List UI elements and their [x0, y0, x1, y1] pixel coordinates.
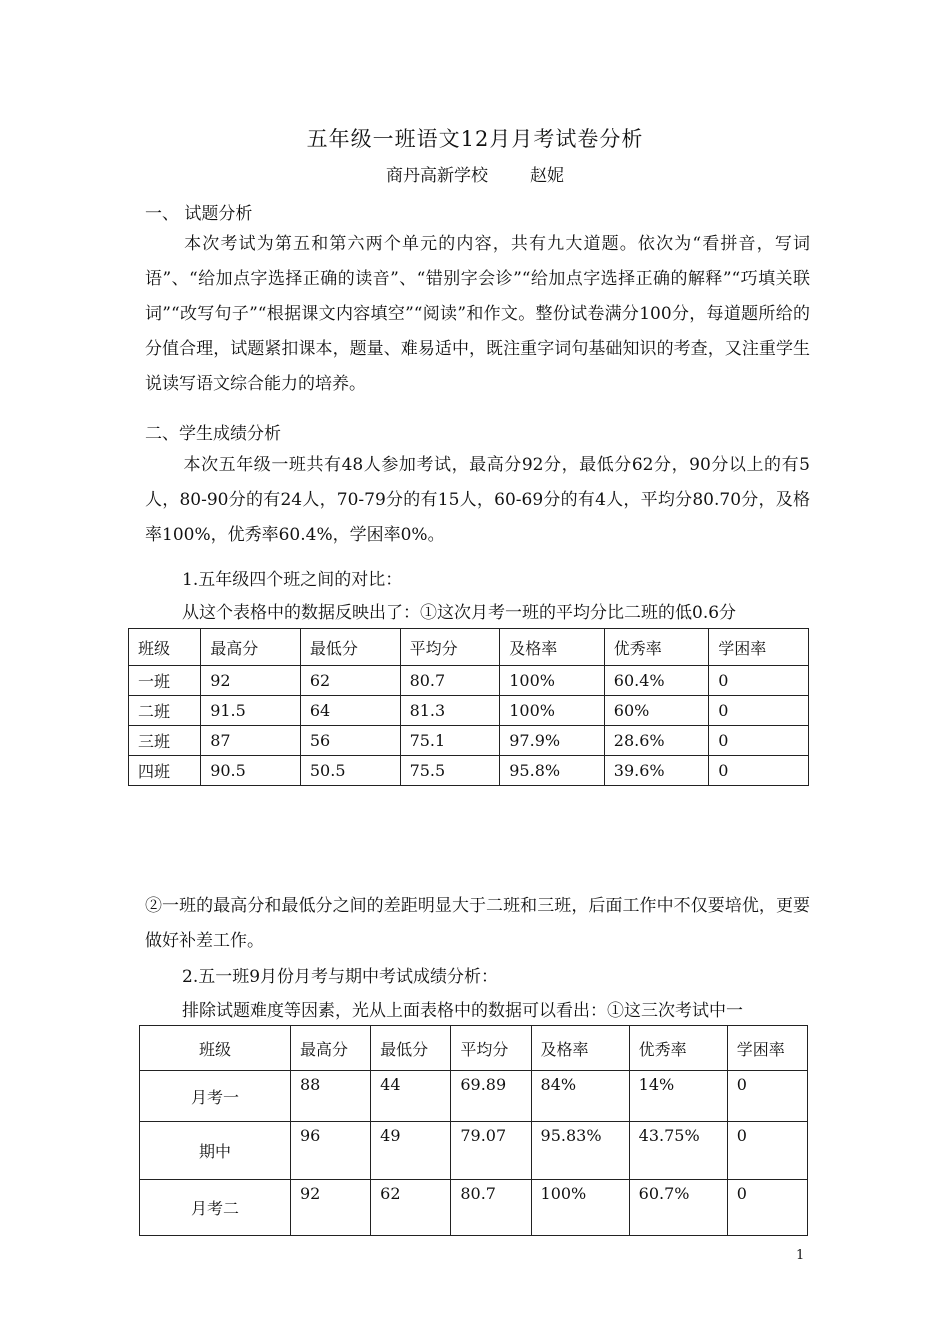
author-name: 赵妮 — [530, 166, 564, 186]
table-row — [129, 726, 809, 756]
page-number: 1 — [796, 1248, 805, 1263]
subsection2-line: 排除试题难度等因素，光从上面表格中的数据可以看出：①这三次考试中一 — [182, 1001, 743, 1021]
table-cell: 97.9% — [500, 726, 605, 756]
analysis-paragraph: ②一班的最高分和最低分之间的差距明显大于二班和三班，后面工作中不仅要培优，更要做好补差工作。 — [145, 896, 810, 951]
table-cell: 0 — [727, 1071, 807, 1122]
section1-paragraph — [145, 227, 810, 402]
table-cell: 95.83% — [531, 1122, 629, 1180]
table-cell: 二班 — [129, 696, 201, 726]
table-header-row — [140, 1026, 808, 1071]
table-row — [129, 696, 809, 726]
table-cell: 0 — [709, 696, 809, 726]
table-header-row — [129, 629, 809, 666]
section1-text: 本次考试为第五和第六两个单元的内容，共有九大道题。依次为“看拼音，写词语”、“给加点字选择正确的读音”、“错别字会诊”“给加点字选择正确的解释”“巧填关联词”“改写句子”“根据课文内容填空”“阅读”和作文。整份试卷满分100分，每道题所给的分值合理，试题紧扣课本，题量、难易适中，既注重字词句基础知识的考查，又注重学生说读写语文综合能力的培养。 — [145, 234, 810, 394]
table-cell: 28.6% — [604, 726, 709, 756]
header-cell: 平均分 — [400, 629, 500, 666]
header-cell: 优秀率 — [629, 1026, 727, 1071]
table-cell: 95.8% — [500, 756, 605, 786]
table-cell: 60% — [604, 696, 709, 726]
table-cell: 88 — [291, 1071, 371, 1122]
table-cell: 69.89 — [451, 1071, 531, 1122]
table-cell: 81.3 — [400, 696, 500, 726]
table-cell: 44 — [371, 1071, 451, 1122]
header-cell: 最高分 — [291, 1026, 371, 1071]
row-label-cell: 期中 — [140, 1122, 291, 1180]
subsection2-heading: 2.五一班9月份月考与期中考试成绩分析： — [182, 967, 499, 987]
section2-paragraph — [145, 448, 810, 553]
table-cell: 0 — [727, 1180, 807, 1236]
table-cell: 0 — [727, 1122, 807, 1180]
table-cell: 92 — [291, 1180, 371, 1236]
section2-text: 本次五年级一班共有48人参加考试，最高分92分，最低分62分，90分以上的有5人，80-90分的有24人，70-79分的有15人，60-69分的有4人，平均分80.70分，及格率100%，优秀率60.4%，学困率0%。 — [145, 455, 810, 545]
table-cell: 49 — [371, 1122, 451, 1180]
exam-comparison-table — [139, 1025, 808, 1236]
header-cell: 最高分 — [201, 629, 301, 666]
header-cell: 及格率 — [500, 629, 605, 666]
header-cell: 平均分 — [451, 1026, 531, 1071]
page-title: 五年级一班语文12月月考试卷分析 — [306, 127, 644, 151]
table-cell: 一班 — [129, 666, 201, 696]
header-cell: 最低分 — [300, 629, 400, 666]
table-cell: 100% — [500, 666, 605, 696]
table-cell: 80.7 — [400, 666, 500, 696]
header-cell: 班级 — [140, 1026, 291, 1071]
table-cell: 79.07 — [451, 1122, 531, 1180]
table-cell: 0 — [709, 726, 809, 756]
table-cell: 90.5 — [201, 756, 301, 786]
table-cell: 0 — [709, 756, 809, 786]
header-cell: 及格率 — [531, 1026, 629, 1071]
table-cell: 100% — [531, 1180, 629, 1236]
header-cell: 优秀率 — [604, 629, 709, 666]
header-cell: 学困率 — [727, 1026, 807, 1071]
table-cell: 75.1 — [400, 726, 500, 756]
header-cell: 最低分 — [371, 1026, 451, 1071]
table-cell: 60.4% — [604, 666, 709, 696]
table-cell: 62 — [300, 666, 400, 696]
table-cell: 四班 — [129, 756, 201, 786]
table-cell: 87 — [201, 726, 301, 756]
table-cell: 100% — [500, 696, 605, 726]
table-cell: 56 — [300, 726, 400, 756]
header-cell: 班级 — [129, 629, 201, 666]
table-cell: 0 — [709, 666, 809, 696]
subsection1-heading: 1.五年级四个班之间的对比： — [182, 570, 403, 590]
table-cell: 96 — [291, 1122, 371, 1180]
table-cell: 62 — [371, 1180, 451, 1236]
row-label-cell: 月考一 — [140, 1071, 291, 1122]
table-cell: 60.7% — [629, 1180, 727, 1236]
table-row — [140, 1122, 808, 1180]
table-cell: 92 — [201, 666, 301, 696]
table-cell: 75.5 — [400, 756, 500, 786]
section1-heading: 一、 试题分析 — [145, 204, 253, 224]
class-comparison-table — [128, 628, 809, 786]
table-cell: 14% — [629, 1071, 727, 1122]
table-cell: 43.75% — [629, 1122, 727, 1180]
table-row — [129, 666, 809, 696]
table-row — [140, 1071, 808, 1122]
table-cell: 50.5 — [300, 756, 400, 786]
table-cell: 84% — [531, 1071, 629, 1122]
table-cell: 三班 — [129, 726, 201, 756]
header-cell: 学困率 — [709, 629, 809, 666]
table-row — [129, 756, 809, 786]
byline — [0, 161, 950, 186]
table-cell: 64 — [300, 696, 400, 726]
subsection1-line: 从这个表格中的数据反映出了：①这次月考一班的平均分比二班的低0.6分 — [182, 603, 737, 623]
section2-heading: 二、学生成绩分析 — [145, 424, 281, 444]
table-cell: 91.5 — [201, 696, 301, 726]
table-cell: 80.7 — [451, 1180, 531, 1236]
school-name: 商丹高新学校 — [386, 166, 488, 186]
table-cell: 39.6% — [604, 756, 709, 786]
table-row — [140, 1180, 808, 1236]
row-label-cell: 月考二 — [140, 1180, 291, 1236]
